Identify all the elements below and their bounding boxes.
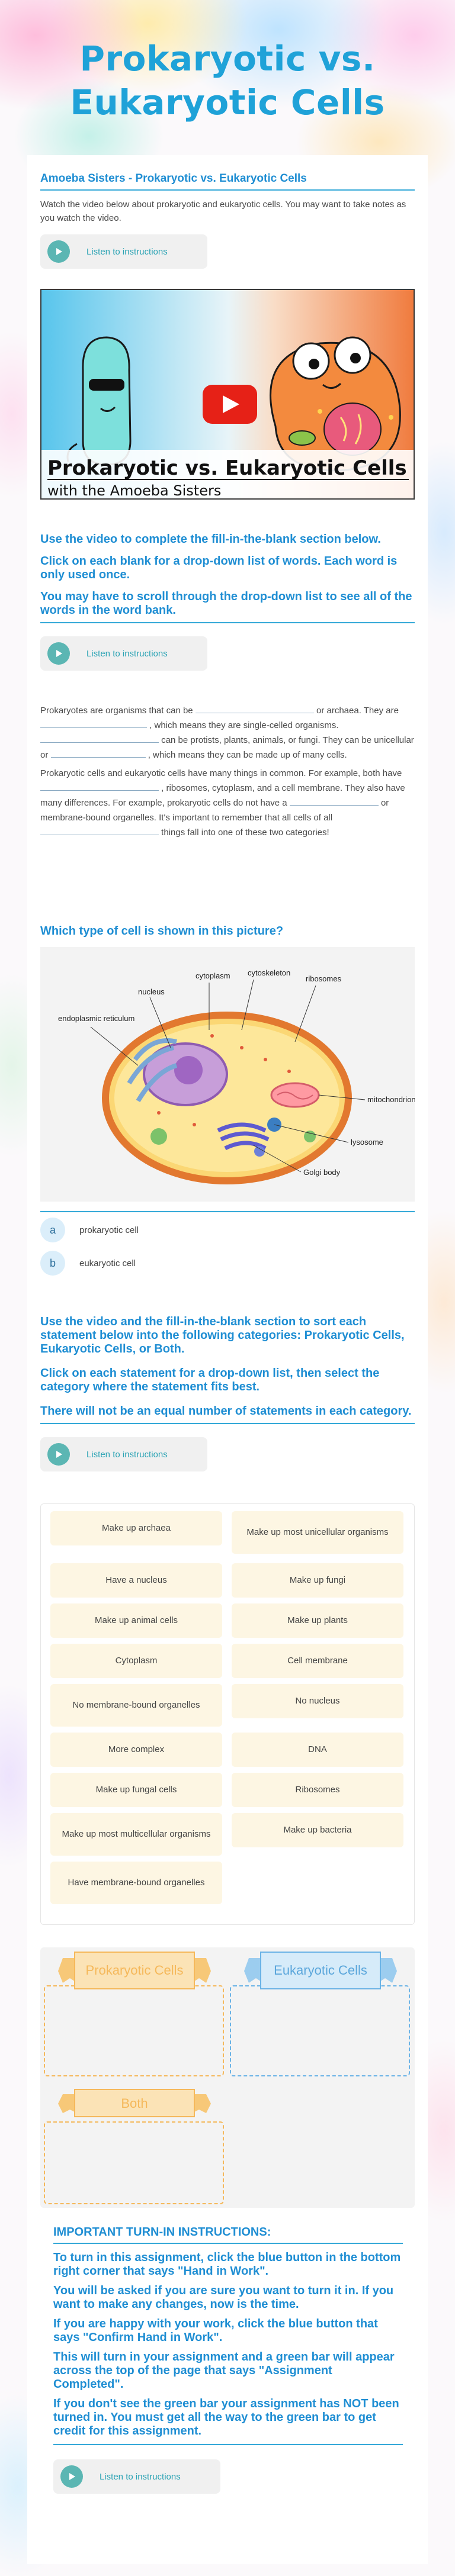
statement-tile[interactable]: DNA	[232, 1733, 403, 1767]
answer-choices	[40, 1217, 415, 1276]
text-span: or archaea. They are	[316, 706, 399, 716]
video-subtitle: with the Amoeba Sisters	[47, 482, 222, 499]
choice-text: eukaryotic cell	[79, 1258, 136, 1268]
statement-tile[interactable]: Make up plants	[232, 1603, 403, 1638]
instruction-line: Click on each blank for a drop-down list of words. Each word is only used once.	[40, 555, 398, 581]
choice-b[interactable]	[40, 1250, 415, 1276]
turn-in-line: You will be asked if you are sure you want to turn it in. If you want to make any changes, now is the time.	[53, 2284, 394, 2311]
choice-letter: a	[40, 1218, 65, 1242]
listen-label: Listen to instructions	[86, 648, 168, 659]
text-span: things fall into one of these two categories!	[161, 827, 329, 838]
label-golgi: Golgi body	[303, 1168, 341, 1177]
statement-tile[interactable]: Make up fungi	[232, 1563, 403, 1598]
choice-text: prokaryotic cell	[79, 1225, 139, 1235]
listen-label: Listen to instructions	[86, 1449, 168, 1460]
listen-label: Listen to instructions	[86, 246, 168, 257]
page-title: Prokaryotic vs. Eukaryotic Cells	[70, 38, 385, 123]
choice-a[interactable]	[40, 1217, 415, 1243]
video-player[interactable]	[40, 289, 415, 500]
cell-diagram	[40, 947, 415, 1202]
label-nucleus: nucleus	[138, 987, 165, 996]
play-icon	[47, 642, 70, 665]
statement-tile[interactable]: Cell membrane	[232, 1644, 403, 1678]
statement-tile[interactable]: Make up bacteria	[232, 1813, 403, 1847]
blank-dropdown[interactable]	[290, 797, 379, 806]
category-label-eukaryotic: Eukaryotic Cells	[274, 1963, 367, 1978]
intro-section	[40, 172, 415, 269]
blank-dropdown[interactable]	[40, 720, 147, 728]
listen-button[interactable]	[53, 2459, 220, 2494]
video-thumbnail	[41, 290, 415, 500]
statement-tile[interactable]: No membrane-bound organelles	[50, 1684, 222, 1727]
statement-tile[interactable]: No nucleus	[232, 1684, 403, 1718]
blank-dropdown[interactable]	[40, 783, 159, 791]
instruction-line: Use the video to complete the fill-in-the-blank section below.	[40, 533, 381, 546]
choice-letter: b	[40, 1251, 65, 1276]
blank-dropdown[interactable]	[196, 705, 314, 713]
play-icon	[47, 1443, 70, 1466]
drop-zone-both[interactable]	[44, 2121, 224, 2204]
fill-paragraph	[40, 766, 415, 840]
listen-button[interactable]	[40, 1437, 207, 1471]
text-span: , which means they are single-celled organisms.	[149, 720, 339, 730]
turn-in-line: If you are happy with your work, click the blue button that says "Confirm Hand in Work".	[53, 2317, 378, 2344]
category-area	[40, 1947, 415, 2208]
statement-tile[interactable]: Have a nucleus	[50, 1563, 222, 1598]
instruction-line: There will not be an equal number of statements in each category.	[40, 1405, 412, 1418]
text-span: can be protists, plants, animals, or fungi. They can be unicellular or	[40, 735, 414, 760]
blank-dropdown[interactable]	[40, 827, 159, 835]
statement-tile[interactable]: Make up archaea	[50, 1511, 222, 1545]
turn-in-section	[53, 2226, 403, 2494]
fill-blank-instructions	[40, 533, 415, 671]
statement-tile[interactable]: Ribosomes	[232, 1773, 403, 1807]
statement-tile[interactable]: Make up fungal cells	[50, 1773, 222, 1807]
question-prompt: Which type of cell is shown in this picture?	[40, 925, 284, 938]
turn-in-line: This will turn in your assignment and a green bar will appear across the top of the page that says "Assignment Completed".	[53, 2350, 395, 2391]
label-lysosome: lysosome	[351, 1138, 383, 1147]
text-span: Prokaryotic cells and eukaryotic cells have many things in common. For example, both have	[40, 768, 402, 778]
category-label-both: Both	[121, 2096, 148, 2111]
text-span: Prokaryotes are organisms that can be	[40, 706, 193, 716]
turn-in-line: If you don't see the green bar your assignment has NOT been turned in. You must get all the way to the green bar to get credit for this assignment.	[53, 2397, 399, 2437]
divider	[40, 622, 415, 623]
listen-label: Listen to instructions	[100, 2471, 181, 2482]
video-title: Prokaryotic vs. Eukaryotic Cells	[47, 456, 407, 480]
label-ribosomes: ribosomes	[306, 974, 341, 983]
statement-tile[interactable]: Cytoplasm	[50, 1644, 222, 1678]
animal-cell-diagram	[40, 947, 415, 1202]
intro-description: Watch the video below about prokaryotic and eukaryotic cells. You may want to take notes as you watch the video.	[40, 199, 406, 223]
divider	[53, 2444, 403, 2445]
label-cytoskeleton: cytoskeleton	[248, 968, 291, 977]
statement-pool	[40, 1503, 415, 1925]
instruction-line: Click on each statement for a drop-down list, then select the category where the statement fits best.	[40, 1367, 380, 1393]
statement-tile[interactable]: Make up most unicellular organisms	[232, 1511, 403, 1554]
fill-paragraph	[40, 703, 415, 762]
intro-heading: Amoeba Sisters - Prokaryotic vs. Eukaryotic Cells	[40, 172, 307, 185]
statement-tile[interactable]: Make up animal cells	[50, 1603, 222, 1638]
text-span: , ribosomes, cytoplasm, and a cell membrane. They also have many differences. For example, prokaryotic cells do not have a	[40, 783, 405, 808]
statement-tile[interactable]: Make up most multicellular organisms	[50, 1813, 222, 1856]
divider	[40, 1423, 415, 1424]
play-icon	[60, 2465, 83, 2488]
divider	[40, 1211, 415, 1212]
youtube-play-icon	[203, 385, 257, 424]
listen-button[interactable]	[40, 636, 207, 671]
fill-blank-text	[40, 703, 415, 840]
label-cytoplasm: cytoplasm	[196, 971, 230, 980]
label-mitochondrion: mitochondrion	[367, 1095, 415, 1104]
statement-tile[interactable]: Have membrane-bound organelles	[50, 1862, 222, 1904]
question-section	[40, 925, 415, 938]
turn-in-heading: IMPORTANT TURN-IN INSTRUCTIONS:	[53, 2226, 271, 2239]
statement-tile[interactable]: More complex	[50, 1733, 222, 1767]
blank-dropdown[interactable]	[40, 735, 159, 743]
play-icon	[47, 240, 70, 263]
label-er: endoplasmic reticulum	[58, 1014, 135, 1023]
divider	[53, 2243, 403, 2244]
listen-button[interactable]	[40, 234, 207, 269]
question-divider	[40, 1211, 415, 1212]
instruction-line: You may have to scroll through the drop-down list to see all of the words in the word bank.	[40, 590, 412, 617]
text-span: , which means they can be made up of many cells.	[148, 750, 347, 760]
text-span: or membrane-bound organelles. It's important to remember that all cells of all	[40, 798, 389, 823]
instruction-line: Use the video and the fill-in-the-blank section to sort each statement below into the following categories: Prokaryotic Cells, Eukaryotic Cells, or Both.	[40, 1315, 405, 1355]
blank-dropdown[interactable]	[51, 749, 146, 758]
turn-in-line: To turn in this assignment, click the blue button in the bottom right corner that says "Hand in Work".	[53, 2251, 401, 2278]
category-label-prokaryotic: Prokaryotic Cells	[85, 1963, 184, 1978]
sort-instructions	[40, 1315, 415, 1471]
divider	[40, 189, 415, 191]
